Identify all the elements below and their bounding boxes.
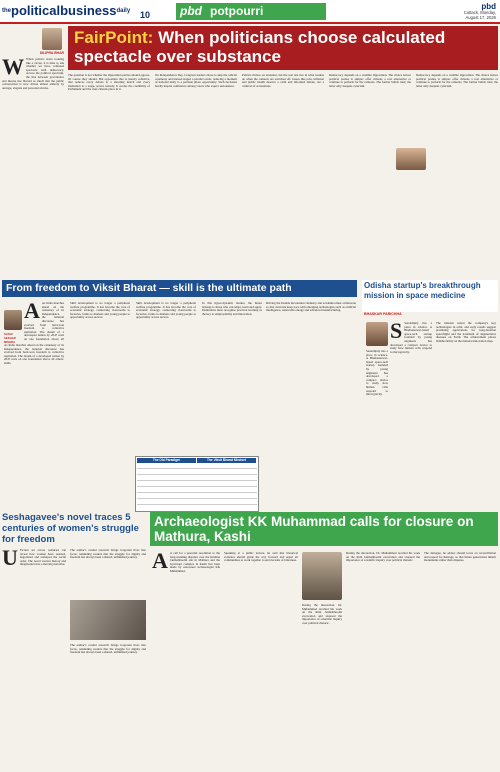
article-column: As India marches ahead on the centenary of its Independence, the national discourse has evolved from hard-won freedom to collective aspiration. The dream of a developed nation by 2047 rests on one foundation above all others: skills.	[4, 344, 64, 365]
person-photo	[302, 552, 342, 600]
article-column	[2, 58, 64, 276]
author-photo	[366, 322, 388, 346]
column-text: As India marches ahead on the centenary of its Independence, the national discourse has evolved from hard-won freedom to collective aspiration. The dream of a developed nation by 2047 rests on one foundation above all	[24, 302, 64, 341]
article-column	[24, 302, 64, 342]
table-row	[137, 477, 257, 481]
author-name: DILIPRA BHAR	[39, 51, 64, 55]
article-column: Democracy depends on a credible Opposition. The choice before political parties is simple: offer citizens a real alternative or continue to perform for the cameras. The former builds trust; the latter only deepens cynicism.	[329, 74, 411, 88]
article-column: The author's careful research brings forgotten lives into focus, reminding readers that the struggle for dignity and freedom has always been a shared, unfinished journey.	[70, 549, 146, 560]
headline	[74, 28, 494, 68]
drop-cap: U	[2, 549, 18, 570]
author-name: SASHI SEKHAR MISHRA	[4, 332, 16, 344]
masthead-prefix: the	[2, 8, 11, 14]
article-column: The mission tested the company's key technologies in orbit, and early results suggest promising applications for long-duration spaceflight and the treatment of degenerative diseases on Earth. The achievement places Odisha firmly on the national innovation map.	[436, 322, 496, 343]
section-label: potpourri	[210, 4, 264, 18]
article-column	[2, 549, 66, 768]
drop-cap: A	[24, 302, 40, 323]
article-column: Serendipity has a place in science. A Bhubaneswar-based space-tech startup founded by young engineers has developed a compact device to study how human cells respond to microgravity.	[366, 350, 388, 397]
table-row	[137, 465, 257, 469]
table-header: The Old Paradigm	[137, 458, 196, 463]
column-text: When politics starts looking like a circus, it is time to ask whether we have confused spectacle with democracy. Across the political spectrum, the line between governance and theatre has blurred so much that the public conversation is now driven almost entirely by outrage, slogans and personal attacks.	[2, 58, 64, 90]
article-body	[68, 74, 498, 279]
article-column: Speaking at a public lecture, he said that historical evidence should guide the way forward and urged all communities to work together to end decades of bitterness.	[224, 552, 298, 563]
drop-cap: W	[2, 58, 24, 79]
column-text: Fiction set across centuries can reveal how women have resisted, negotiated and reshaped the social order. The novel weaves history and imagination into a moving narrative.	[19, 549, 66, 567]
article-column: On Independence Day, Congress leaders chose to skip the official ceremony and instead staged a parallel event, reducing a moment of national unity to a partisan photo opportunity. Such decisions hardly inspire confidence among voters who expect seriousness.	[155, 74, 237, 88]
article-column: Skill development is no longer a peripheral welfare programme. It has become the core of economic strategy, connecting classrooms to factories, farms to markets and young people to opportunity across sectors.	[70, 302, 130, 320]
column-text: A call for a peaceful resolution to the long-standing disputes over the Krishna Janmabhoomi site in Mathura and the Gyanvapi complex in Kashi has been made by renowned archaeologist KK Muhammad.	[169, 552, 220, 573]
article-column: The author's careful research brings forgotten lives into focus, reminding readers that the struggle for dignity and freedom has always been a shared, unfinished journey.	[70, 644, 146, 655]
author-photo	[4, 310, 22, 330]
table-row	[137, 489, 257, 493]
comparison-table	[135, 456, 259, 512]
table-row	[137, 501, 257, 505]
author-photo	[396, 148, 426, 170]
table-row	[137, 471, 257, 475]
article-column: During the interaction, Dr. Muhammad recalled his work on the Ram Janmabhoomi excavation and stressed the importance of scientific inquiry over political rhetoric.	[302, 604, 342, 625]
table-header: The Viksit Bharat Mindset	[197, 458, 256, 463]
article-column: During the interaction, Dr. Muhammad recalled his work on the Ram Janmabhoomi excavation and stressed the importance of scientific inquiry over political rhetoric.	[346, 552, 420, 563]
article-column: The dialogue, he added, should focus on reconciliation and respect for heritage, so that future generations inherit monuments rather than disputes.	[424, 552, 496, 563]
logo: pbd	[481, 2, 496, 11]
article-column	[390, 322, 432, 508]
table-row	[137, 495, 257, 499]
article-column: Democracy depends on a credible Opposition. The choice before political parties is simple: offer citizens a real alternative or continue to perform for the cameras. The former builds trust; the latter only deepens cynicism.	[416, 74, 498, 88]
masthead	[2, 2, 152, 20]
headline: Odisha startup's breakthrough mission in space medicine	[364, 281, 481, 300]
headline: From freedom to Viksit Bharat — skill is the ultimate path	[6, 282, 292, 294]
headline-text: When politicians choose calculated spectacle over substance	[74, 28, 446, 66]
table-row	[137, 483, 257, 487]
page-number: 10	[140, 10, 151, 20]
article-column: The question is not whether the Opposition parties should oppose. Of course they should. But opposition that is merely reflexive, that reduces every debate to a shouting match and every institution to a stage, serves nobody. It erodes the credibility of Parliament and the trust citizens place in it.	[68, 74, 150, 92]
article-column: Politics thrives on attention, but the real test lies in what leaders do when the cameras are switched off. Issues like jobs, inflation and public health deserve a calm and informed debate, not a carnival of accusations.	[242, 74, 324, 88]
article-column	[152, 552, 220, 768]
article-column: Skill development is no longer a peripheral welfare programme. It has become the core of economic strategy, connecting classrooms to factories, farms to markets and young people to opportunity across sectors.	[136, 302, 196, 320]
author-photo	[42, 28, 62, 50]
headline-kicker: FairPoint:	[74, 28, 154, 47]
dateline-city: Cuttack, Monday,	[463, 10, 496, 15]
masthead-suffix: daily	[116, 8, 131, 14]
masthead-title: politicalbusiness	[11, 3, 117, 18]
column-text: Serendipity has a place in science. A Bhubaneswar-based space-tech startup founded by young engineers has developed a compact device to study how human cells respond to microgravity.	[390, 322, 432, 354]
drop-cap: A	[152, 552, 168, 573]
dateline-date: August 17, 2026	[465, 14, 496, 20]
article-column: Driving the Double Revolution: Industry and academia must collaborate so that curricula keep pace with emerging technologies such as artificial intelligence, renewable energy and advanced manufacturing.	[266, 302, 356, 313]
article-column: In this hyper-dynamic market, the future belongs to those who can adapt, learn and apply. Institutions must recognise practical learning as the key to employability and innovation.	[202, 302, 262, 316]
event-photo	[70, 600, 146, 640]
section-tag: pbd	[180, 4, 202, 18]
headline: Seshagavee's novel traces 5 centuries of women's struggle for freedom	[2, 512, 139, 545]
headline: Archaeologist KK Muhammad calls for closure on Mathura, Kashi	[154, 514, 474, 544]
author-name: BHASKAR PARICHHA	[364, 312, 402, 316]
dateline	[392, 11, 496, 20]
drop-cap: S	[390, 322, 403, 343]
